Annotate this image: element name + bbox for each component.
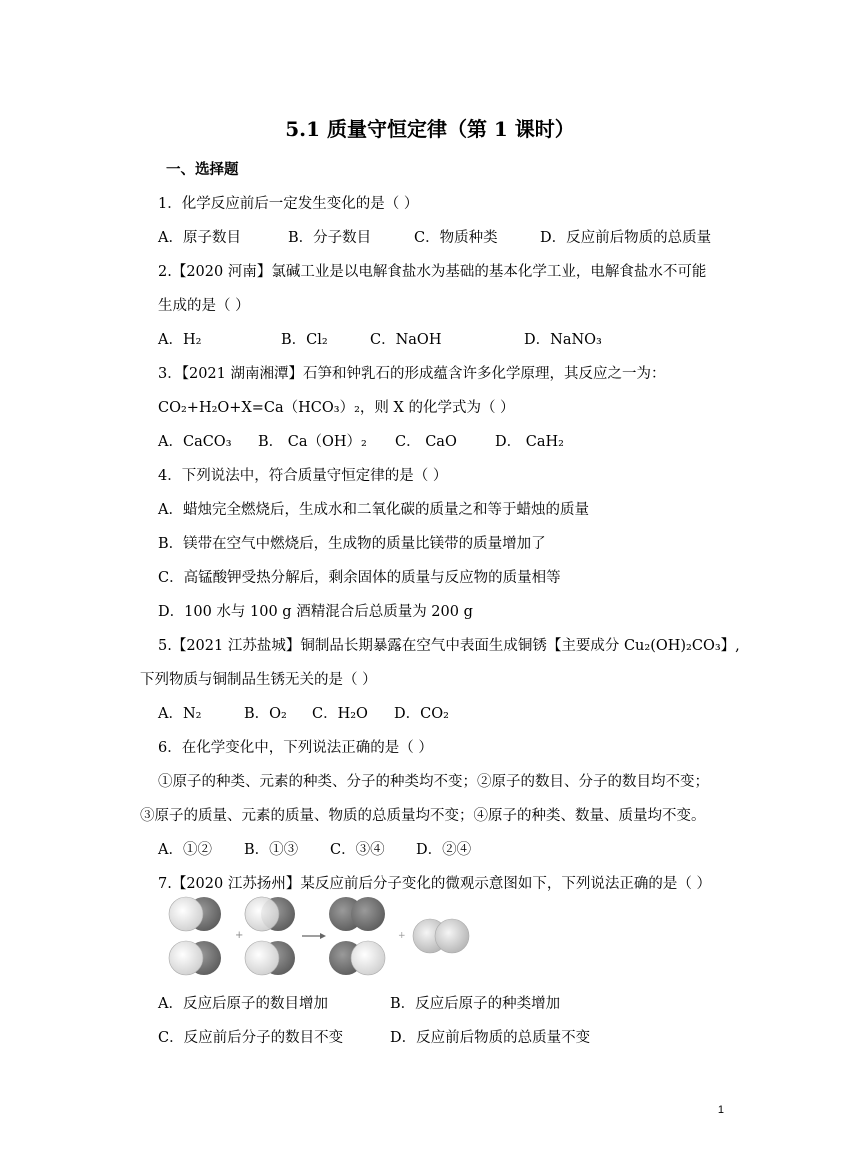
question-3-options: [158, 432, 564, 452]
option: B．反应后原子的种类增加: [390, 996, 561, 1012]
plus-sign: +: [398, 931, 406, 941]
option: B．镁带在空气中燃烧后，生成物的质量比镁带的质量增加了: [158, 536, 546, 552]
option: C．H₂O: [312, 706, 368, 722]
question-7-options-row2: [158, 1028, 590, 1048]
page-title: 5.1 质量守恒定律（第 1 课时）: [285, 117, 575, 141]
option: C．高锰酸钾受热分解后，剩余固体的质量与反应物的质量相等: [158, 570, 561, 586]
option: C． CaO: [395, 434, 457, 450]
reactant-molecule: [169, 897, 221, 931]
reactant-molecule: [169, 941, 221, 975]
question-2-stem-line1: 2.【2020 河南】氯碱工业是以电解食盐水为基础的基本化学工业，电解食盐水不可能: [158, 264, 707, 280]
option: A．蜡烛完全燃烧后，生成水和二氧化碳的质量之和等于蜡烛的质量: [158, 502, 589, 518]
product-molecule: [413, 919, 469, 953]
question-6-statement-2: ③原子的质量、元素的质量、物质的总质量均不变；④原子的种类、数量、质量均不变。: [140, 808, 706, 824]
option: C．③④: [330, 842, 385, 858]
reactant-molecule: [245, 897, 295, 931]
question-2-options: [158, 330, 602, 350]
question-1-stem: 1．化学反应前后一定发生变化的是（ ）: [158, 196, 419, 212]
question-7-stem: 7.【2020 江苏扬州】某反应前后分子变化的微观示意图如下，下列说法正确的是（ ）: [158, 876, 711, 892]
option: A．H₂: [158, 332, 202, 348]
option: B． Ca（OH）₂: [258, 434, 367, 450]
option: B．①③: [244, 842, 299, 858]
reaction-arrow-icon: [302, 933, 326, 939]
question-3-stem-line2: CO₂+H₂O+X=Ca（HCO₃）₂，则 X 的化学式为（ ）: [158, 400, 515, 416]
question-4-stem: 4．下列说法中，符合质量守恒定律的是（ ）: [158, 468, 448, 484]
option: D． CaH₂: [495, 434, 564, 450]
option: D．反应前后物质的总质量: [540, 230, 712, 246]
product-molecule: [329, 941, 385, 975]
option: A．①②: [158, 842, 212, 858]
reactant-molecule: [245, 941, 295, 975]
option: C．物质种类: [414, 230, 498, 246]
product-molecule: [329, 897, 385, 931]
option: D．NaNO₃: [524, 332, 602, 348]
question-6-options: [158, 840, 471, 860]
molecule-reaction-diagram: [168, 890, 488, 982]
question-5-stem-line2: 下列物质与铜制品生锈无关的是（ ）: [140, 672, 377, 688]
question-5-options: [158, 704, 449, 724]
option: B．分子数目: [288, 230, 372, 246]
option: D．反应前后物质的总质量不变: [390, 1030, 591, 1046]
question-5-stem-line1: 5.【2021 江苏盐城】铜制品长期暴露在空气中表面生成铜锈【主要成分 Cu₂(OH)₂CO₃】,: [158, 638, 740, 654]
plus-sign: +: [235, 930, 244, 941]
option: D．②④: [416, 842, 472, 858]
section-heading: 一、选择题: [166, 161, 239, 178]
question-6-statement-1: ①原子的种类、元素的种类、分子的种类均不变；②原子的数目、分子的数目均不变；: [158, 774, 709, 790]
option: B．Cl₂: [281, 332, 328, 348]
question-7-options-row1: [158, 994, 560, 1014]
option: B．O₂: [244, 706, 287, 722]
option: C．反应前后分子的数目不变: [158, 1030, 344, 1046]
option: A．原子数目: [158, 230, 241, 246]
page-number: 1: [717, 1104, 724, 1116]
option: D．100 水与 100 g 酒精混合后总质量为 200 g: [158, 604, 473, 620]
question-6-stem: 6．在化学变化中，下列说法正确的是（ ）: [158, 740, 433, 756]
option: C．NaOH: [370, 332, 442, 348]
option: A．CaCO₃: [158, 434, 232, 450]
question-1-options: [158, 228, 711, 248]
option: A．反应后原子的数目增加: [158, 996, 328, 1012]
option: A．N₂: [158, 706, 202, 722]
option: D．CO₂: [394, 706, 449, 722]
question-2-stem-line2: 生成的是（ ）: [158, 298, 250, 314]
question-3-stem-line1: 3．【2021 湖南湘潭】石笋和钟乳石的形成蕴含许多化学原理，其反应之一为：: [158, 366, 666, 382]
